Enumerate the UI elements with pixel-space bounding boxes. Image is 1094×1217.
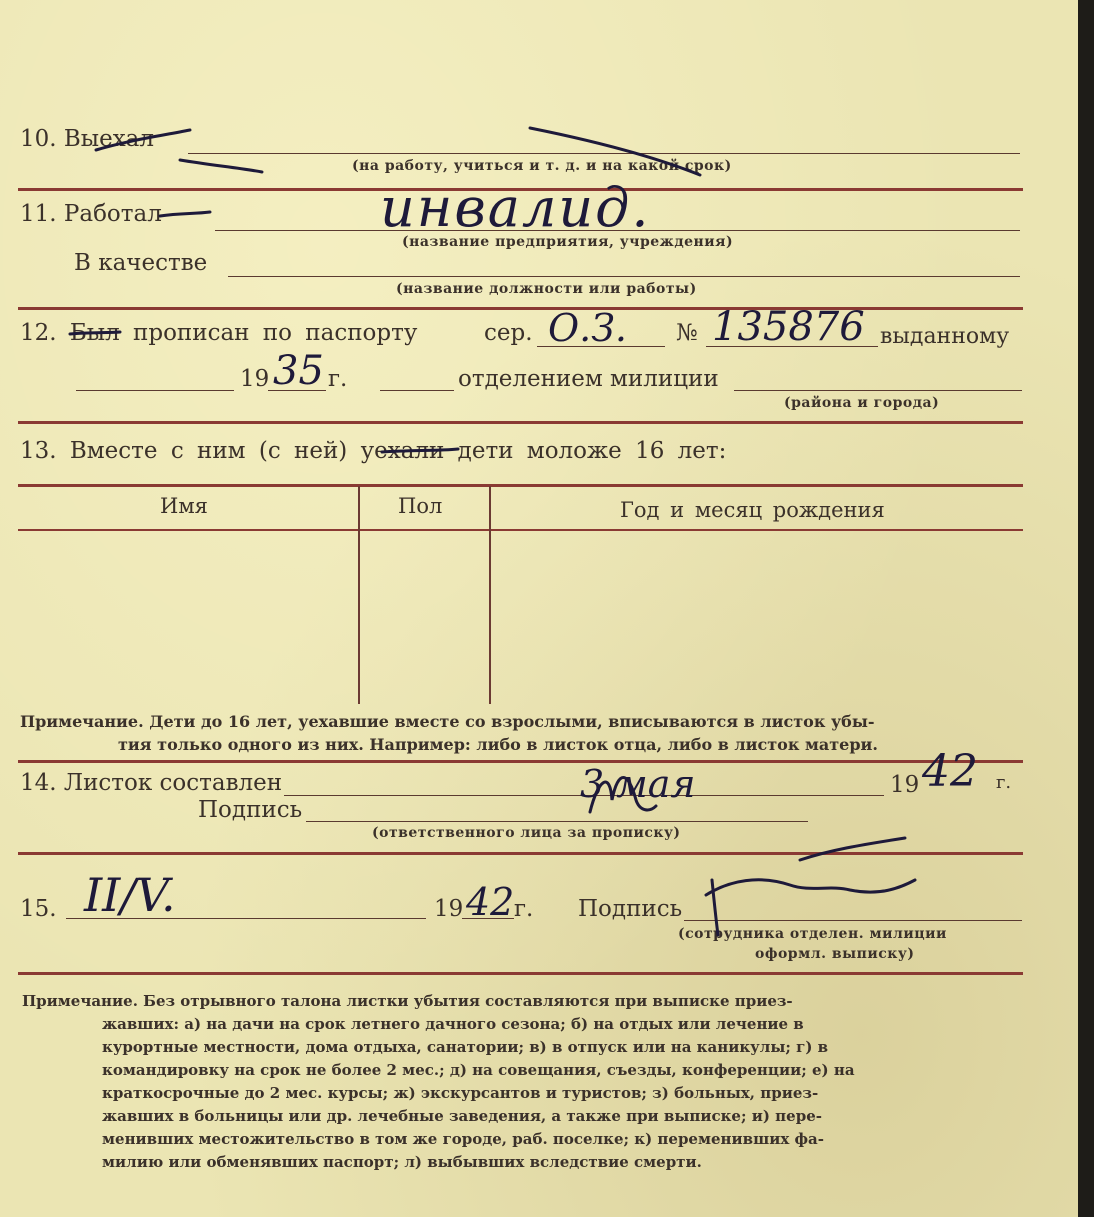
position-label: В качестве [74, 250, 208, 276]
column-sex-header: Пол [398, 494, 443, 518]
issue-year-handwritten: 35 [273, 348, 324, 394]
coupon-note-line: курортные местности, дома отдыха, санатории; в) в отпуск или на каникулы; г) в [102, 1038, 829, 1056]
discharge-number: 15. [20, 896, 57, 922]
compiled-signature-hint: (ответственного лица за прописку) [372, 825, 681, 841]
worked-value-handwritten: инвалид. [380, 176, 651, 239]
strikethrough-mark [160, 212, 210, 216]
militia-label: отделением милиции [458, 366, 719, 392]
compiled-date-handwritten: 3 мая [580, 762, 696, 806]
strikethrough-mark [382, 449, 458, 452]
coupon-note-line: менивших местожительство в том же городе, раб. поселке; к) переменивших фа- [102, 1130, 824, 1148]
strikethrough-mark [180, 160, 262, 172]
worked-hint: (название предприятия, учреждения) [402, 234, 734, 250]
departed-hint: (на работу, учиться и т. д. и на какой срок) [352, 158, 732, 174]
compiled-signature [590, 778, 656, 813]
issue-year-suffix: г. [328, 366, 348, 392]
discharge-year-suffix: г. [514, 896, 534, 922]
children-note-line: тия только одного из них. Например: либо в листок отца, либо в листок матери. [118, 735, 878, 754]
discharge-signature-hint: оформл. выписку) [755, 946, 915, 962]
discharge-year-handwritten: 42 [466, 880, 515, 924]
issued-label: выданному [880, 324, 1010, 349]
compiled-year-handwritten: 42 [922, 746, 978, 797]
discharge-signature [706, 838, 915, 935]
series-label: сер. [484, 320, 533, 346]
strikethrough-mark [96, 130, 190, 150]
compiled-year-suffix: г. [996, 772, 1012, 793]
discharge-signature-hint: (сотрудника отделен. милиции [678, 926, 947, 942]
worked-label: 11. Работал [20, 201, 162, 227]
compiled-signature-label: Подпись [198, 797, 303, 823]
column-birth-header: Год и месяц рождения [620, 498, 885, 522]
discharge-date-handwritten: II/V. [84, 868, 176, 922]
compiled-label: 14. Листок составлен [20, 770, 283, 796]
discharge-signature-label: Подпись [578, 896, 683, 922]
column-name-header: Имя [160, 494, 208, 518]
registered-label: 12. Был прописан по паспорту [20, 320, 418, 346]
discharge-year-prefix: 19 [434, 896, 464, 922]
coupon-note-line: жавших: а) на дачи на срок летнего дачного сезона; б) на отдых или лечение в [102, 1015, 804, 1033]
passport-series-handwritten: О.З. [548, 306, 627, 350]
departed-label: 10. Выехал [20, 126, 155, 152]
militia-hint: (района и города) [784, 395, 940, 411]
children-label: 13. Вместе с ним (с ней) уехали дети моложе 16 лет: [20, 438, 727, 464]
strikethrough-mark [70, 332, 120, 334]
strikethrough-mark [530, 128, 700, 175]
issue-year-prefix: 19 [240, 366, 270, 392]
children-note-line: Примечание. Дети до 16 лет, уехавшие вместе со взрослыми, вписываются в листок убы- [20, 712, 875, 731]
number-label: № [676, 320, 698, 346]
position-hint: (название должности или работы) [396, 281, 697, 297]
passport-number-handwritten: 135876 [712, 304, 865, 350]
coupon-note-line: краткосрочные до 2 мес. курсы; ж) экскурсантов и туристов; з) больных, приез- [102, 1084, 819, 1102]
coupon-note-line: милию или обменявших паспорт; л) выбывших вследствие смерти. [102, 1153, 702, 1171]
coupon-note-line: Примечание. Без отрывного талона листки убытия составляются при выписке приез- [22, 992, 793, 1010]
compiled-year-prefix: 19 [890, 772, 920, 798]
coupon-note-line: командировку на срок не более 2 мес.; д) на совещания, съезды, конференции; е) на [102, 1061, 855, 1079]
coupon-note-line: жавших в больницы или др. лечебные заведения, а также при выписке; и) пере- [102, 1107, 822, 1125]
